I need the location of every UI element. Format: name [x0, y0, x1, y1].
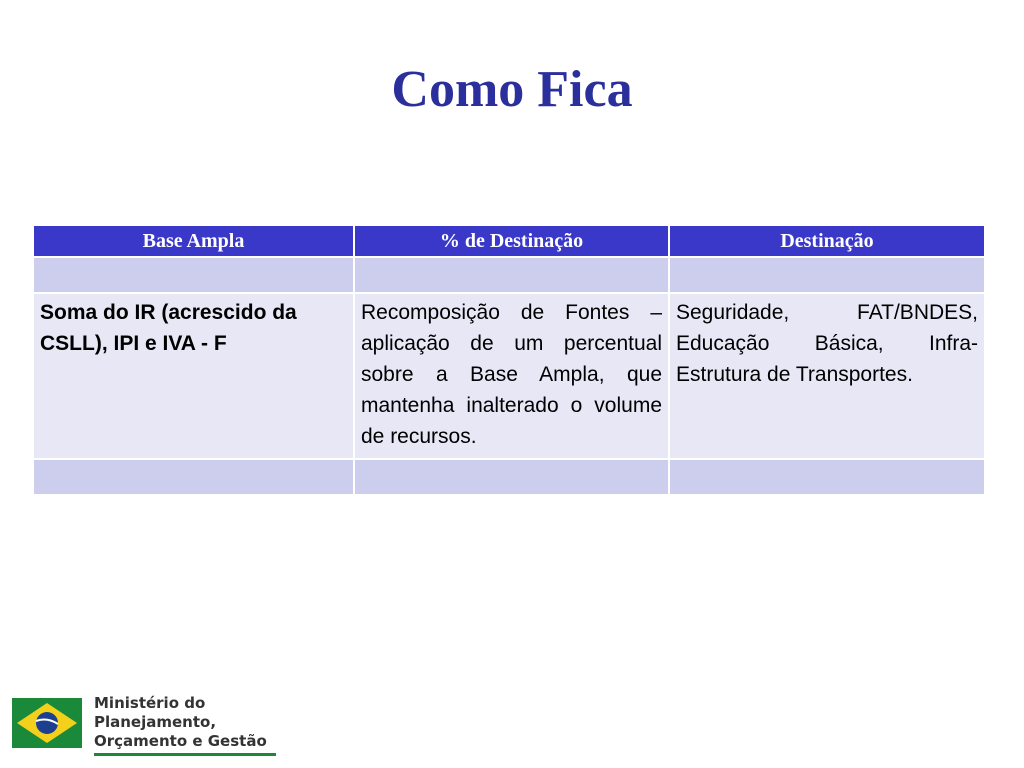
ministry-logo — [12, 694, 274, 756]
ministry-name — [94, 694, 276, 756]
table-row — [33, 293, 985, 459]
table-cell — [354, 257, 669, 293]
table-cell — [669, 257, 985, 293]
table-row-empty-bottom — [33, 459, 985, 495]
header-base-ampla: Base Ampla — [33, 225, 354, 257]
table-cell — [33, 459, 354, 495]
table-cell — [354, 459, 669, 495]
table-header-row — [33, 225, 985, 257]
header-percent-destinacao: % de Destinação — [354, 225, 669, 257]
slide-title: Como Fica — [391, 61, 633, 118]
destination-table — [32, 224, 986, 496]
table-cell — [33, 257, 354, 293]
ministry-name-line-2: Planejamento, — [94, 713, 217, 731]
brazil-flag-icon — [12, 698, 82, 748]
cell-destinacao: Seguridade, FAT/BNDES, Educação Básica, Infra-Estrutura de Transportes. — [669, 293, 985, 459]
table-cell — [669, 459, 985, 495]
cell-base-ampla: Soma do IR (acrescido da CSLL), IPI e IVA - F — [33, 293, 354, 459]
cell-percent-destinacao: Recomposição de Fontes – aplicação de um percentual sobre a Base Ampla, que mantenha inalterado o volume de recursos. — [354, 293, 669, 459]
ministry-name-line-1: Ministério do — [94, 694, 206, 712]
ministry-name-line-3: Orçamento e Gestão — [94, 732, 267, 750]
header-destinacao: Destinação — [669, 225, 985, 257]
table-row-empty-top — [33, 257, 985, 293]
